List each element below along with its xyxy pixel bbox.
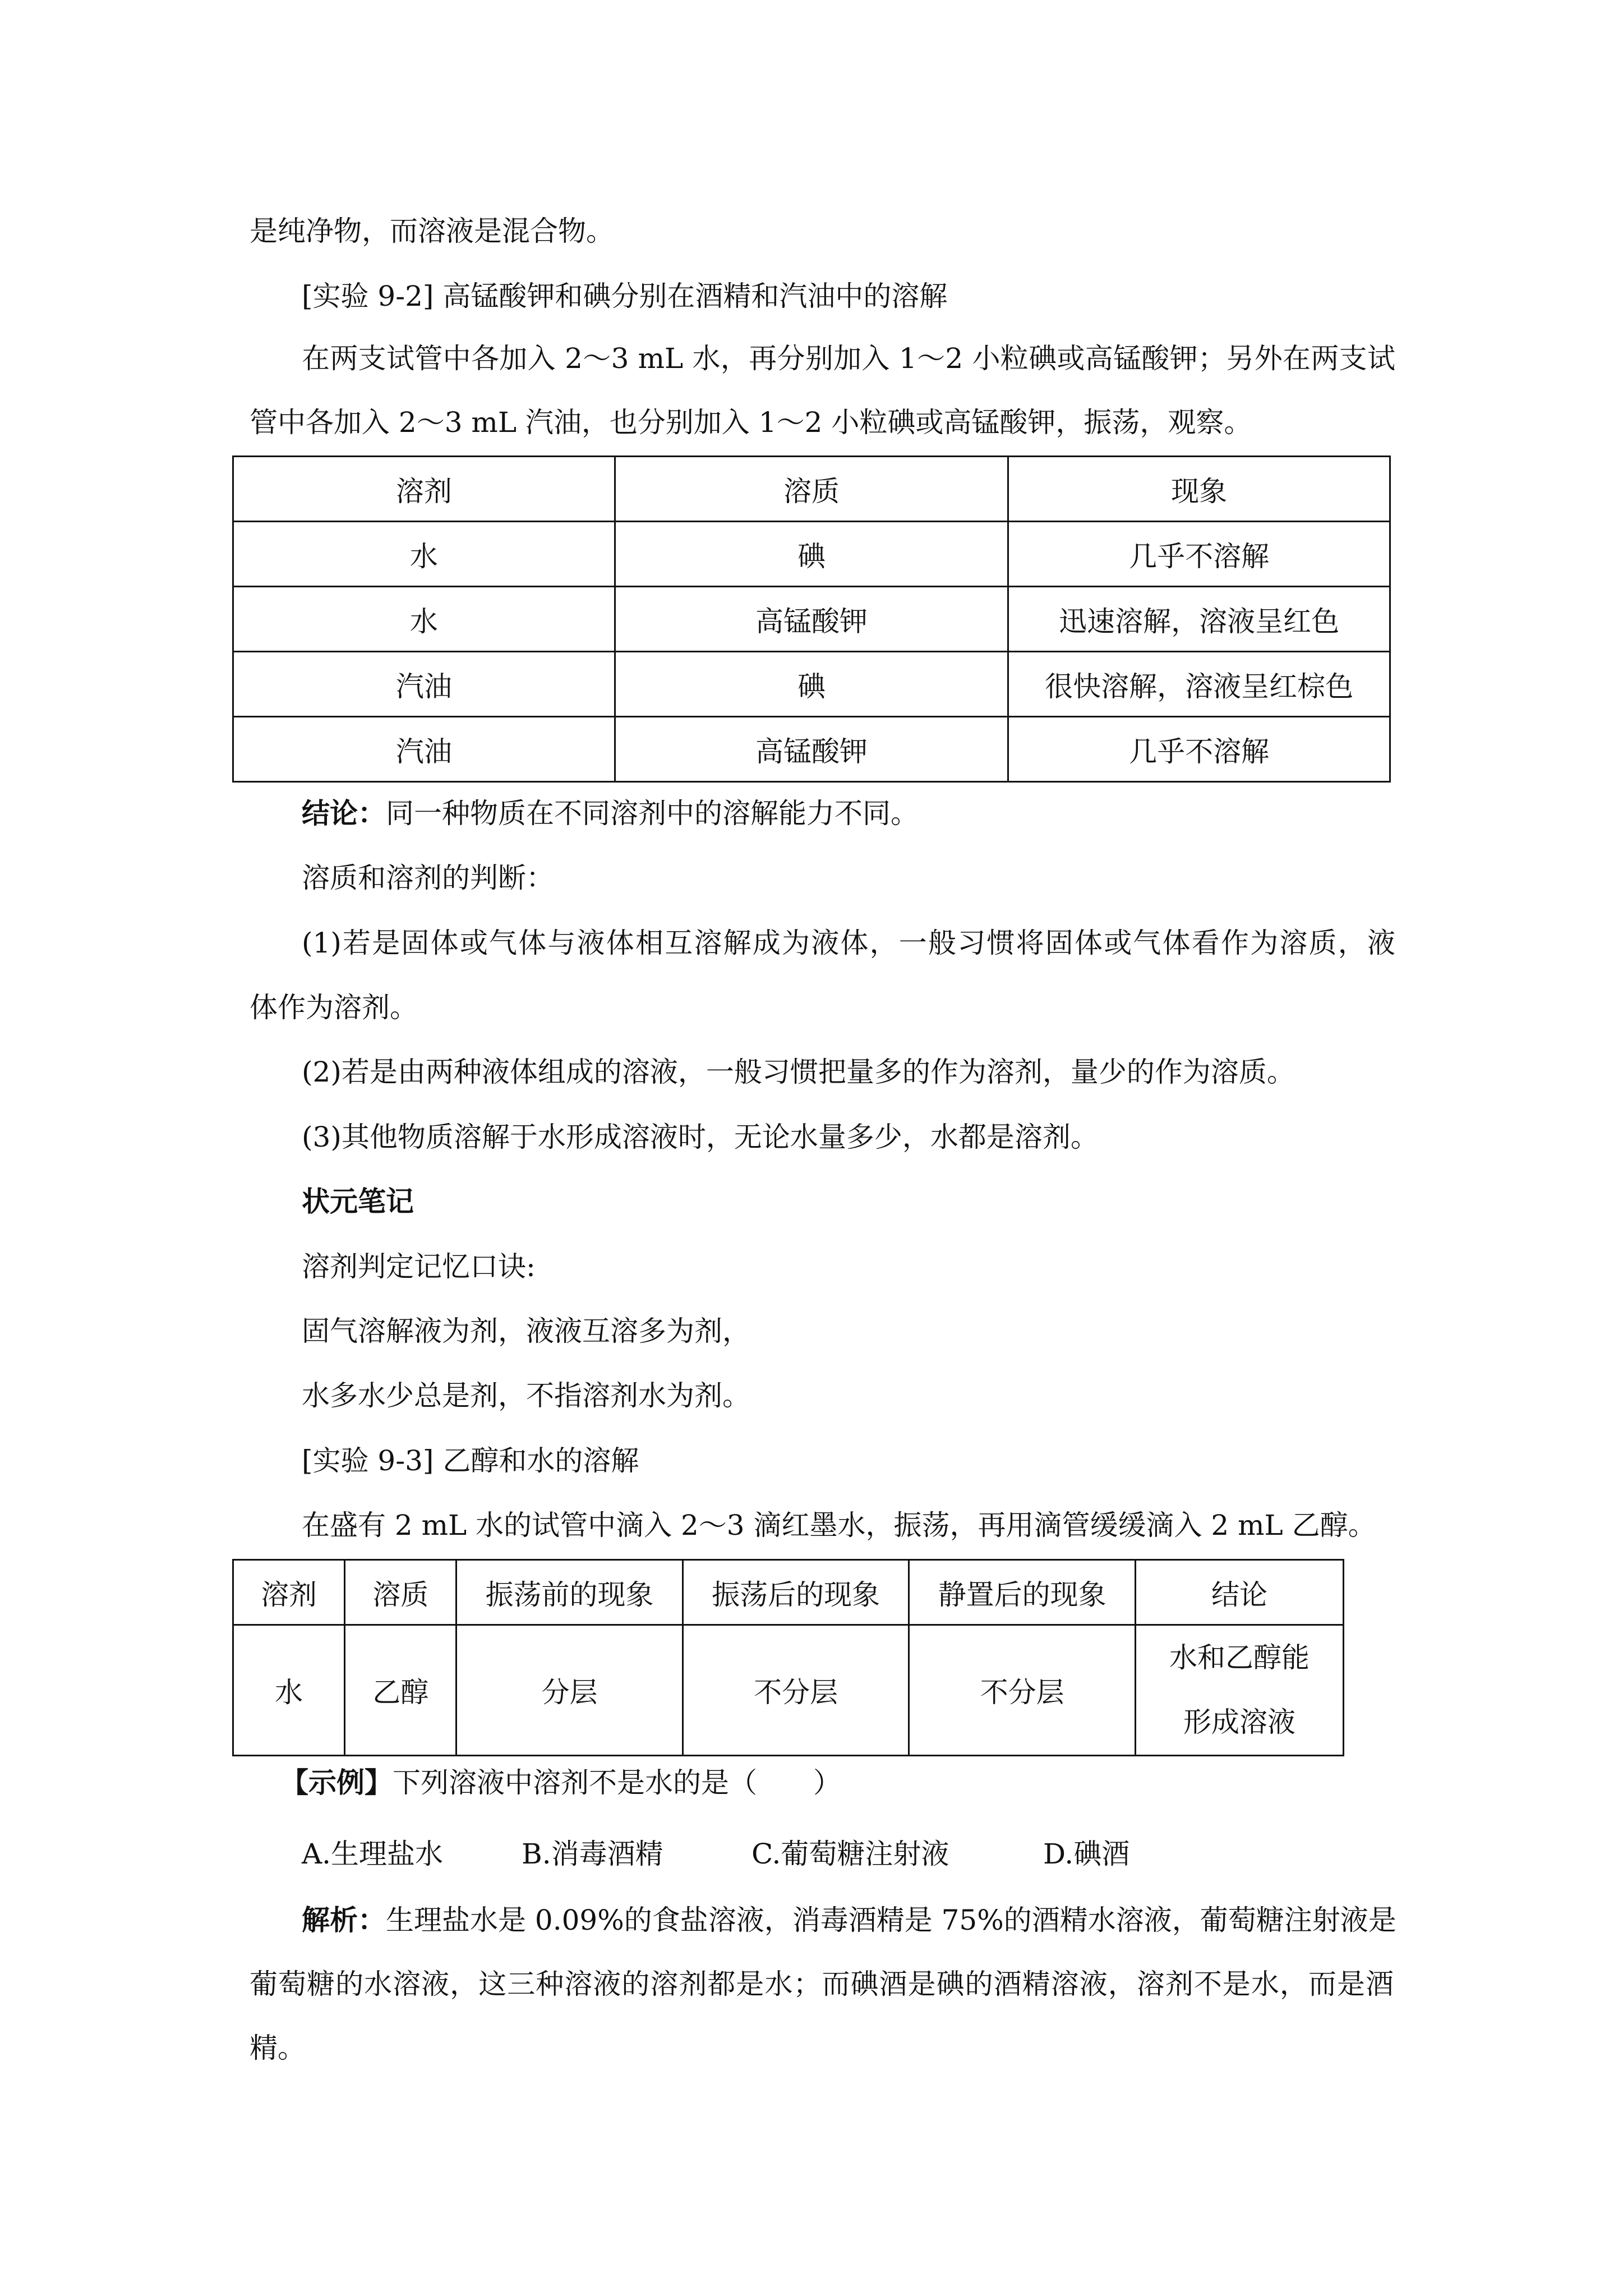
- conclusion-line: [302, 796, 1395, 831]
- table-header-cell: 静置后的现象: [909, 1560, 1136, 1625]
- example-label: 【示例】: [280, 1766, 393, 1799]
- text-line: 在两支试管中各加入 2～3 mL 水，再分别加入 1～2 小粒碘或高锰酸钾；另外在两支试: [302, 342, 1395, 375]
- notes-title: 状元笔记: [302, 1185, 414, 1218]
- table-cell: 分层: [457, 1625, 683, 1756]
- example-question: 下列溶液中溶剂不是水的是（ ）: [393, 1766, 841, 1799]
- conclusion-line-2: 形成溶液: [1183, 1706, 1295, 1738]
- table-header-cell: 溶剂: [233, 457, 615, 522]
- table-header-cell: 现象: [1008, 457, 1390, 522]
- text-line: (3)其他物质溶解于水形成溶液时，无论水量多少，水都是溶剂。: [302, 1121, 1099, 1153]
- table-cell: 乙醇: [345, 1625, 457, 1756]
- option-a: A.生理盐水: [302, 1838, 444, 1870]
- table-cell: 汽油: [233, 717, 615, 782]
- analysis-line: [302, 1903, 1395, 1938]
- table-header-cell: 溶质: [615, 457, 1008, 522]
- text-line: 体作为溶剂。: [250, 991, 418, 1024]
- conclusion-line-1: 水和乙醇能: [1169, 1641, 1310, 1674]
- table-cell: 很快溶解，溶液呈红棕色: [1008, 652, 1390, 717]
- option-b: B.消毒酒精: [522, 1838, 663, 1870]
- conclusion-text: 同一种物质在不同溶剂中的溶解能力不同。: [386, 797, 919, 830]
- section-title: 溶质和溶剂的判断：: [302, 862, 554, 894]
- table-cell: 几乎不溶解: [1008, 717, 1390, 782]
- table-cell: 几乎不溶解: [1008, 522, 1390, 587]
- ethanol-water-table: [232, 1559, 1344, 1756]
- table-header-cell: 结论: [1135, 1560, 1343, 1625]
- text-line: 精。: [250, 2032, 306, 2064]
- table-row: [233, 652, 1390, 717]
- table-cell: 不分层: [909, 1625, 1136, 1756]
- table-header-cell: 溶剂: [233, 1560, 345, 1625]
- conclusion-label: 结论：: [302, 797, 386, 830]
- table-cell: 高锰酸钾: [615, 587, 1008, 652]
- table-cell: 碘: [615, 652, 1008, 717]
- example-line: [280, 1765, 1424, 1800]
- text-line: 固气溶解液为剂，液液互溶多为剂，: [302, 1315, 750, 1347]
- table-row: [233, 522, 1390, 587]
- experiment-9-3-title: [实验 9-3] 乙醇和水的溶解: [302, 1444, 639, 1477]
- text-line: 葡萄糖的水溶液，这三种溶液的溶剂都是水；而碘酒是碘的酒精溶液，溶剂不是水，而是酒: [250, 1968, 1394, 2000]
- option-c: C.葡萄糖注射液: [751, 1838, 949, 1870]
- table-row: [233, 717, 1390, 782]
- table-cell: 不分层: [683, 1625, 909, 1756]
- table-cell: 碘: [615, 522, 1008, 587]
- table-cell: 水: [233, 1625, 345, 1756]
- experiment-9-2-title: [实验 9-2] 高锰酸钾和碘分别在酒精和汽油中的溶解: [302, 280, 948, 312]
- text-line: 管中各加入 2～3 mL 汽油，也分别加入 1～2 小粒碘或高锰酸钾，振荡，观察。: [250, 406, 1252, 439]
- analysis-label: 解析：: [302, 1903, 386, 1936]
- text-line: 溶剂判定记忆口诀:: [302, 1250, 536, 1283]
- table-cell: 高锰酸钾: [615, 717, 1008, 782]
- text-line: (1)若是固体或气体与液体相互溶解成为液体，一般习惯将固体或气体看作为溶质，液: [302, 927, 1395, 959]
- text-line: (2)若是由两种液体组成的溶液，一般习惯把量多的作为溶剂，量少的作为溶质。: [302, 1056, 1295, 1088]
- table-cell: 汽油: [233, 652, 615, 717]
- text-line: 是纯净物，而溶液是混合物。: [250, 215, 614, 247]
- table-cell: 迅速溶解，溶液呈红色: [1008, 587, 1390, 652]
- text-line: 在盛有 2 mL 水的试管中滴入 2～3 滴红墨水，振荡，再用滴管缓缓滴入 2 mL 乙醇。: [302, 1509, 1376, 1542]
- option-d: D.碘酒: [1043, 1838, 1130, 1870]
- table-header-cell: 振荡后的现象: [683, 1560, 909, 1625]
- table-header-cell: 振荡前的现象: [457, 1560, 683, 1625]
- analysis-text: 生理盐水是 0.09%的食盐溶液，消毒酒精是 75%的酒精水溶液，葡萄糖注射液是: [386, 1904, 1396, 1936]
- table-cell: 水: [233, 522, 615, 587]
- table-row: [233, 587, 1390, 652]
- table-cell: 水: [233, 587, 615, 652]
- table-row: [233, 1625, 1344, 1756]
- table-cell-conclusion: [1135, 1625, 1343, 1756]
- text-line: 水多水少总是剂，不指溶剂水为剂。: [302, 1379, 750, 1412]
- table-header-cell: 溶质: [345, 1560, 457, 1625]
- solubility-table: [232, 455, 1391, 783]
